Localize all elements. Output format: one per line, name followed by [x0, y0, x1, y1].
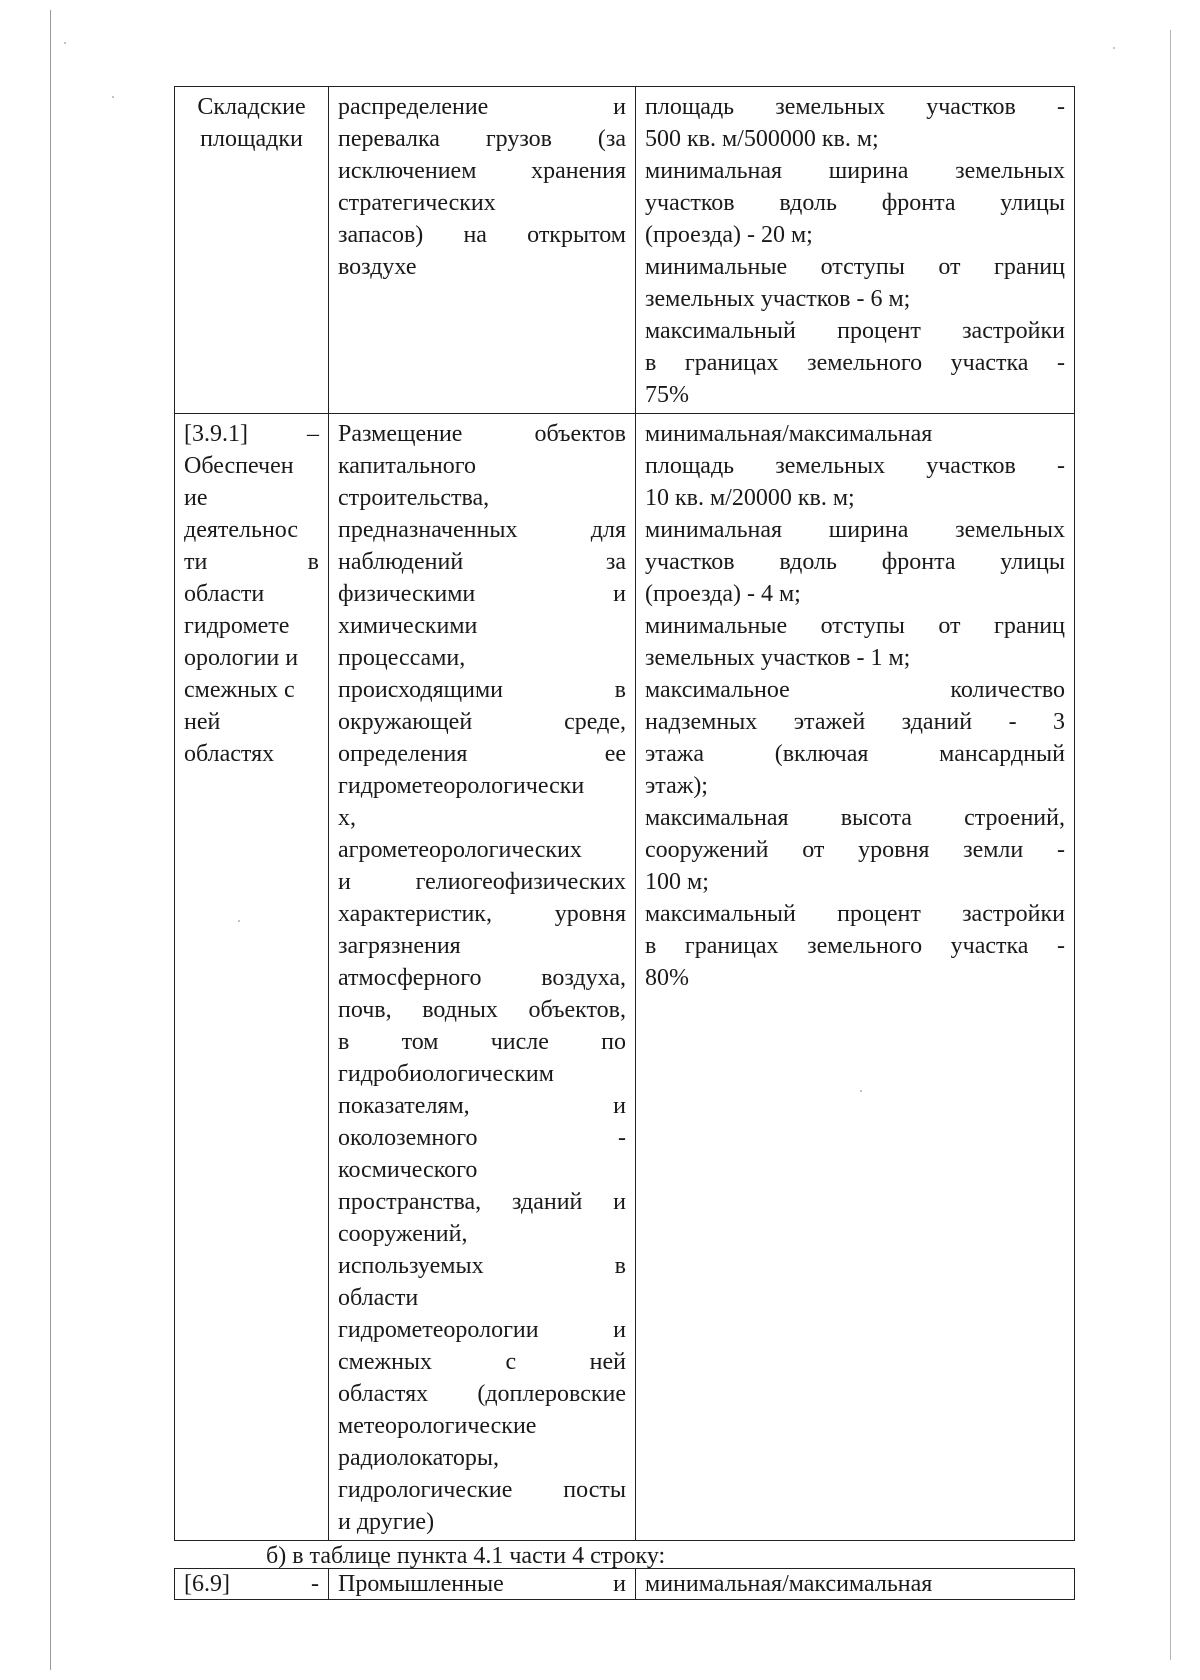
- text-line: 80%: [645, 965, 689, 991]
- text-line: в том числе по: [338, 1029, 626, 1055]
- text-line: в границах земельного участка -: [645, 350, 1065, 376]
- text-line: минимальная ширина земельных: [645, 517, 1065, 543]
- text-line: ти в: [184, 549, 319, 575]
- text-line: областях: [184, 741, 275, 767]
- text-line: в границах земельного участка -: [645, 933, 1065, 959]
- text-line: площадь земельных участков -: [645, 94, 1065, 120]
- text-line: деятельнос: [184, 517, 299, 543]
- text-line: минимальные отступы от границ: [645, 613, 1065, 639]
- text-line: строительства,: [338, 485, 490, 511]
- text-line: максимальный процент застройки: [645, 318, 1065, 344]
- cell-use-code: [175, 414, 329, 1541]
- text-line: 500 кв. м/500000 кв. м;: [645, 126, 879, 152]
- text-line: происходящими в: [338, 677, 626, 703]
- amendment-instruction: б) в таблице пункта 4.1 части 4 строку:: [266, 1543, 666, 1569]
- text-line: участков вдоль фронта улицы: [645, 549, 1065, 575]
- text-line: [3.9.1] –: [184, 421, 319, 447]
- text-line: 100 м;: [645, 869, 709, 895]
- scan-speck: [112, 96, 114, 98]
- text-line: процессами,: [338, 645, 466, 671]
- text-line: площадки: [200, 126, 303, 152]
- table-row-hydrometeorology: [175, 414, 1075, 1541]
- text-line: максимальное количество: [645, 677, 1065, 703]
- text-line: окружающей среде,: [338, 709, 626, 735]
- cell-use-description: [329, 1569, 636, 1600]
- cell-use-description: [329, 87, 636, 414]
- text-line: гидрометеорологически: [338, 773, 585, 799]
- text-line: гидробиологическим: [338, 1061, 554, 1087]
- scan-edge-left: [50, 10, 51, 1670]
- text-line: перевалка грузов (за: [338, 126, 626, 152]
- cell-use-parameters: [636, 414, 1075, 1541]
- text-line: минимальная ширина земельных: [645, 158, 1065, 184]
- text-line: распределение и: [338, 94, 626, 120]
- table-row-storage-sites: [175, 87, 1075, 414]
- text-line: участков вдоль фронта улицы: [645, 190, 1065, 216]
- text-line: области: [184, 581, 265, 607]
- text-line: области: [338, 1285, 419, 1311]
- text-line: физическими и: [338, 581, 626, 607]
- text-line: запасов) на открытом: [338, 222, 626, 248]
- text-line: гидрометеорологии и: [338, 1317, 626, 1343]
- text-line: химическими: [338, 613, 478, 639]
- text-line: сооружений от уровня земли -: [645, 837, 1065, 863]
- text-line: показателям, и: [338, 1093, 626, 1119]
- text-line: предназначенных для: [338, 517, 626, 543]
- text-line: сооружений,: [338, 1221, 468, 1247]
- text-line: воздухе: [338, 254, 417, 280]
- text-line: Складские: [197, 94, 306, 120]
- text-line: ие: [184, 485, 208, 511]
- text-line: максимальный процент застройки: [645, 901, 1065, 927]
- cell-use-parameters: [636, 87, 1075, 414]
- land-use-table-body: [175, 87, 1075, 1541]
- text-line: х,: [338, 805, 356, 831]
- text-line: радиолокаторы,: [338, 1445, 499, 1471]
- text-line: этаж);: [645, 773, 708, 799]
- table-row-industrial: [175, 1569, 1075, 1600]
- text-line: пространства, зданий и: [338, 1189, 626, 1215]
- scan-edge-right: [1170, 30, 1171, 1660]
- text-line: 10 кв. м/20000 кв. м;: [645, 485, 855, 511]
- text-line: смежных с ней: [338, 1349, 626, 1375]
- text-line: смежных с: [184, 677, 295, 703]
- text-line: минимальные отступы от границ: [645, 254, 1065, 280]
- text-line: земельных участков - 1 м;: [645, 645, 911, 671]
- text-line: орологии и: [184, 645, 299, 671]
- text-line: метеорологические: [338, 1413, 537, 1439]
- text-line: этажа (включая мансардный: [645, 741, 1065, 767]
- text-line: минимальная/максимальная: [645, 421, 933, 447]
- text-line: капитального: [338, 453, 476, 479]
- text-line: надземных этажей зданий - 3: [645, 709, 1065, 735]
- text-line: гидромете: [184, 613, 290, 639]
- text-line: стратегических: [338, 190, 496, 216]
- text-line: загрязнения: [338, 933, 461, 959]
- text-line: максимальная высота строений,: [645, 805, 1065, 831]
- text-line: ней: [184, 709, 221, 735]
- text-line: определения ее: [338, 741, 626, 767]
- scan-speck: [1113, 47, 1115, 49]
- scan-speck: [64, 42, 66, 44]
- text-line: [6.9] -: [184, 1571, 319, 1597]
- cell-use-parameters: [636, 1569, 1075, 1600]
- text-line: наблюдений за: [338, 549, 626, 575]
- text-line: агрометеорологических: [338, 837, 582, 863]
- text-line: (проезда) - 20 м;: [645, 222, 813, 248]
- text-line: атмосферного воздуха,: [338, 965, 626, 991]
- text-line: Размещение объектов: [338, 421, 626, 447]
- text-line: Промышленные и: [338, 1571, 626, 1597]
- text-line: характеристик, уровня: [338, 901, 626, 927]
- amendment-table: [174, 1568, 1075, 1600]
- text-line: земельных участков - 6 м;: [645, 286, 911, 312]
- cell-use-code: [175, 87, 329, 414]
- text-line: используемых в: [338, 1253, 626, 1279]
- cell-use-description: [329, 414, 636, 1541]
- land-use-table: [174, 86, 1075, 1541]
- text-line: гидрологические посты: [338, 1477, 626, 1503]
- cell-use-code: [175, 1569, 329, 1600]
- text-line: областях (доплеровские: [338, 1381, 626, 1407]
- text-line: почв, водных объектов,: [338, 997, 626, 1023]
- text-line: околоземного -: [338, 1125, 626, 1151]
- text-line: 75%: [645, 382, 689, 408]
- text-line: площадь земельных участков -: [645, 453, 1065, 479]
- text-line: космического: [338, 1157, 478, 1183]
- text-line: и гелиогеофизических: [338, 869, 626, 895]
- text-line: Обеспечен: [184, 453, 294, 479]
- text-line: (проезда) - 4 м;: [645, 581, 801, 607]
- text-line: исключением хранения: [338, 158, 626, 184]
- text-line: и другие): [338, 1509, 435, 1535]
- text-line: минимальная/максимальная: [645, 1571, 933, 1597]
